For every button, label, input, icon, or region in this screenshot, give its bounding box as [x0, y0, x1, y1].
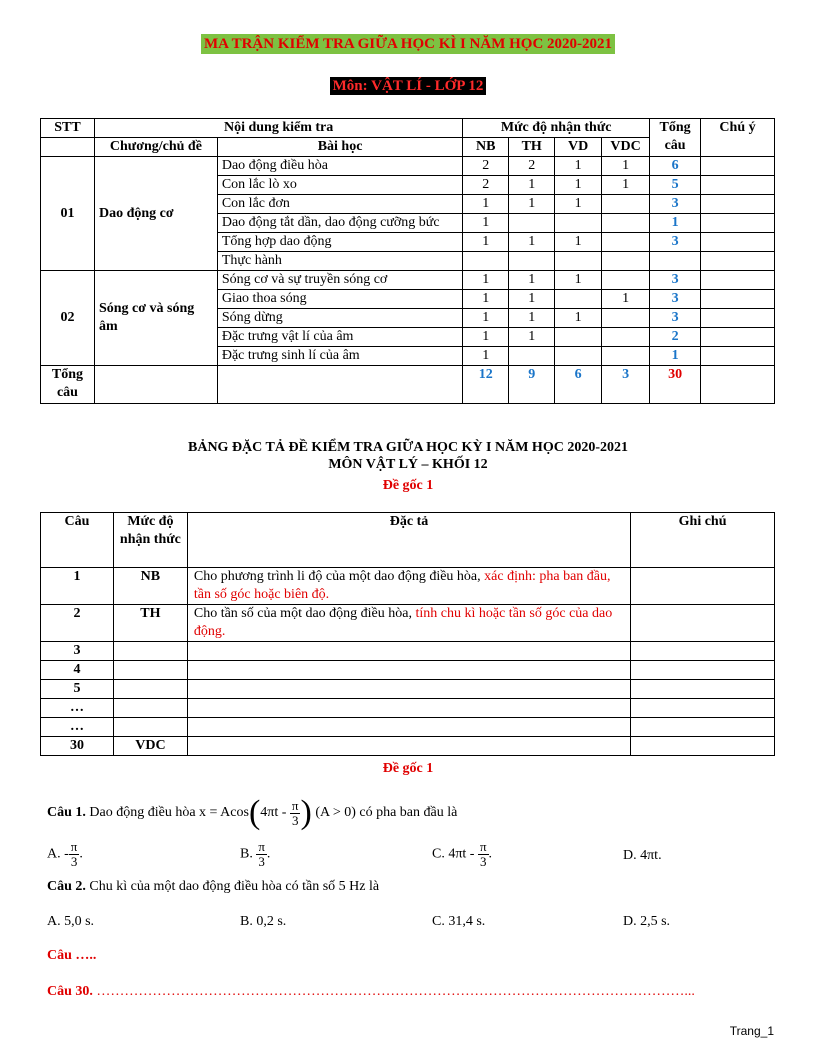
totals-blank: [217, 366, 462, 404]
spec-level-cell: TH: [113, 605, 187, 642]
level-vdc-cell: [602, 347, 650, 366]
totals-note: [701, 366, 775, 404]
group-chapter: Sóng cơ và sóng âm: [94, 271, 217, 366]
level-th-cell: 1: [509, 271, 555, 290]
total-cell: 2: [650, 328, 701, 347]
spec-q-cell: 1: [41, 568, 114, 605]
level-vdc-cell: 1: [602, 157, 650, 176]
level-vd-cell: 1: [555, 157, 602, 176]
level-th-cell: [509, 252, 555, 271]
spec-level-cell: [113, 718, 187, 737]
group-stt: 02: [41, 271, 95, 366]
group-stt: 01: [41, 157, 95, 271]
level-vdc-cell: [602, 309, 650, 328]
level-nb-cell: 1: [463, 233, 509, 252]
note-cell: [701, 347, 775, 366]
level-vd-cell: 1: [555, 271, 602, 290]
q2-option-d: D. 2,5 s.: [623, 914, 671, 929]
spec-row: [41, 568, 775, 605]
question-30: [47, 984, 695, 1000]
spec-q-cell: 30: [41, 737, 114, 756]
question-1-fraction: $\frac{\pi}{3}$: [291, 797, 299, 828]
totals-row: [41, 366, 775, 404]
spec-header-note: Ghi chú: [631, 513, 775, 568]
spec-desc-cell: [187, 718, 630, 737]
note-cell: [701, 195, 775, 214]
note-cell: [701, 252, 775, 271]
level-th-cell: [509, 347, 555, 366]
header-vdc: VDC: [602, 138, 650, 157]
lesson-cell: Thực hành: [217, 252, 462, 271]
level-vd-cell: [555, 347, 602, 366]
total-cell: 5: [650, 176, 701, 195]
level-vdc-cell: [602, 252, 650, 271]
level-th-cell: 2: [509, 157, 555, 176]
note-cell: [701, 290, 775, 309]
level-vd-cell: 1: [555, 309, 602, 328]
lesson-cell: Sóng dừng: [217, 309, 462, 328]
page-number: Trang_1: [729, 1024, 774, 1038]
q1-option-a: A. - $\frac{\pi}{3}$ .: [47, 839, 83, 869]
level-nb-cell: [463, 252, 509, 271]
level-th-cell: 1: [509, 195, 555, 214]
q1-option-d: D. 4πt.: [623, 848, 662, 863]
q1-option-c: C. 4πt - $\frac{\pi}{3}$ .: [432, 839, 493, 869]
header-lesson: Bài học: [217, 138, 462, 157]
header-total: Tổng câu: [650, 119, 701, 157]
matrix-row: [41, 271, 775, 290]
spec-q-cell: 2: [41, 605, 114, 642]
lesson-cell: Giao thoa sóng: [217, 290, 462, 309]
spec-note-cell: [631, 605, 775, 642]
note-cell: [701, 214, 775, 233]
totals-vdc: 3: [602, 366, 650, 404]
level-vdc-cell: [602, 233, 650, 252]
total-cell: 3: [650, 195, 701, 214]
spec-body: [41, 568, 775, 756]
q1-option-b: B. $\frac{\pi}{3}$ .: [240, 839, 271, 869]
exam-heading: Đề gốc 1: [382, 761, 434, 776]
q2-option-c: C. 31,4 s.: [432, 914, 486, 929]
level-vd-cell: [555, 252, 602, 271]
question-30-label: Câu 30.: [47, 984, 93, 999]
spec-desc-cell: [187, 699, 630, 718]
group-chapter: Dao động cơ: [94, 157, 217, 271]
level-vdc-cell: [602, 214, 650, 233]
note-cell: [701, 233, 775, 252]
spec-heading-3: Đề gốc 1: [382, 478, 434, 493]
note-cell: [701, 271, 775, 290]
spec-q-cell: 5: [41, 680, 114, 699]
note-cell: [701, 328, 775, 347]
question-1-text-after: (A > 0) có pha ban đầu là: [311, 805, 458, 821]
spec-row: [41, 642, 775, 661]
total-cell: 1: [650, 214, 701, 233]
spec-heading-1: BẢNG ĐẶC TẢ ĐỀ KIỂM TRA GIỮA HỌC KỲ I NĂM HỌC 2020-2021: [188, 440, 628, 455]
question-2-text: Chu kì của một dao động điều hòa có tần số 5 Hz là: [85, 879, 380, 894]
question-30-dots: ………………………………………………………………………………………………………………...: [92, 984, 695, 999]
level-th-cell: 1: [509, 176, 555, 195]
level-vd-cell: [555, 328, 602, 347]
lesson-cell: Dao động điều hòa: [217, 157, 462, 176]
level-vd-cell: 1: [555, 176, 602, 195]
level-nb-cell: 1: [463, 271, 509, 290]
lesson-cell: Con lắc đơn: [217, 195, 462, 214]
lesson-cell: Dao động tắt dần, dao động cưỡng bức: [217, 214, 462, 233]
total-cell: 1: [650, 347, 701, 366]
spec-desc-text: Cho tần số của một dao động điều hòa,: [193, 606, 416, 621]
spec-row: [41, 718, 775, 737]
level-th-cell: 1: [509, 309, 555, 328]
spec-note-cell: [631, 568, 775, 605]
totals-th: 9: [509, 366, 555, 404]
header-vd: VD: [555, 138, 602, 157]
level-th-cell: 1: [509, 233, 555, 252]
totals-vd: 6: [555, 366, 602, 404]
level-vd-cell: [555, 290, 602, 309]
spec-level-cell: [113, 680, 187, 699]
level-vdc-cell: [602, 328, 650, 347]
question-1-label: Câu 1.: [47, 805, 86, 821]
spec-q-cell: 3: [41, 642, 114, 661]
spec-note-cell: [631, 737, 775, 756]
spec-desc-highlight: xác định: pha ban đầu, tần số góc hoặc biên độ.: [193, 569, 611, 602]
header-nb: NB: [463, 138, 509, 157]
level-nb-cell: 1: [463, 214, 509, 233]
spec-desc-highlight: tính chu kì hoặc tần số góc của dao động.: [193, 606, 613, 639]
spec-q-cell: …: [41, 699, 114, 718]
level-th-cell: 1: [509, 290, 555, 309]
spec-row: [41, 737, 775, 756]
spec-header-level: Mức độ nhận thức: [113, 513, 187, 568]
note-cell: [701, 176, 775, 195]
totals-total: 30: [650, 366, 701, 404]
spec-desc-cell: [187, 642, 630, 661]
question-2-label: Câu 2.: [47, 879, 86, 894]
spec-header-desc: Đặc tả: [187, 513, 630, 568]
spec-note-cell: [631, 680, 775, 699]
total-cell: 3: [650, 233, 701, 252]
level-th-cell: 1: [509, 328, 555, 347]
header-note: Chú ý: [701, 119, 775, 157]
level-vd-cell: [555, 214, 602, 233]
spec-note-cell: [631, 661, 775, 680]
lesson-cell: Sóng cơ và sự truyền sóng cơ: [217, 271, 462, 290]
matrix-row: [41, 157, 775, 176]
header-content: Nội dung kiểm tra: [94, 119, 462, 138]
total-cell: 6: [650, 157, 701, 176]
spec-heading-2: MÔN VẬT LÝ – KHỐI 12: [328, 457, 488, 472]
question-2: [47, 879, 379, 895]
note-cell: [701, 157, 775, 176]
level-vdc-cell: 1: [602, 290, 650, 309]
note-cell: [701, 309, 775, 328]
total-cell: 3: [650, 290, 701, 309]
level-vd-cell: 1: [555, 195, 602, 214]
total-cell: [650, 252, 701, 271]
level-nb-cell: 1: [463, 195, 509, 214]
spec-level-cell: NB: [113, 568, 187, 605]
matrix-table: [40, 118, 775, 404]
level-nb-cell: 2: [463, 157, 509, 176]
spec-q-cell: …: [41, 718, 114, 737]
level-th-cell: [509, 214, 555, 233]
spec-level-cell: [113, 699, 187, 718]
total-cell: 3: [650, 271, 701, 290]
paren-left: (: [248, 794, 261, 831]
level-nb-cell: 1: [463, 328, 509, 347]
q2-option-b: B. 0,2 s.: [240, 914, 287, 929]
spec-header-q: Câu: [41, 513, 114, 568]
question-1-text: Dao động điều hòa x = Acos: [85, 805, 249, 821]
spec-desc-cell: [187, 680, 630, 699]
question-1: [47, 793, 457, 833]
subject-title: Môn: VẬT LÍ - LỚP 12: [0, 78, 816, 95]
level-vdc-cell: [602, 195, 650, 214]
spec-table: [40, 512, 775, 756]
header-chapter: Chương/chủ đề: [94, 138, 217, 157]
lesson-cell: Đặc trưng sinh lí của âm: [217, 347, 462, 366]
totals-blank: [94, 366, 217, 404]
total-cell: 3: [650, 309, 701, 328]
spec-level-cell: [113, 661, 187, 680]
header-stt: STT: [41, 119, 95, 138]
question-more: Câu …..: [47, 948, 97, 963]
spec-row: [41, 661, 775, 680]
header-th: TH: [509, 138, 555, 157]
spec-row: [41, 605, 775, 642]
spec-level-cell: [113, 642, 187, 661]
paren-right: ): [300, 794, 312, 831]
totals-label: Tổng câu: [41, 366, 95, 404]
level-vd-cell: 1: [555, 233, 602, 252]
header-level: Mức độ nhận thức: [463, 119, 650, 138]
spec-level-cell: VDC: [113, 737, 187, 756]
question-1-inner: 4πt -: [260, 805, 290, 821]
level-vdc-cell: [602, 271, 650, 290]
spec-note-cell: [631, 699, 775, 718]
lesson-cell: Con lắc lò xo: [217, 176, 462, 195]
level-nb-cell: 2: [463, 176, 509, 195]
level-nb-cell: 1: [463, 347, 509, 366]
spec-row: [41, 699, 775, 718]
matrix-body: [41, 157, 775, 404]
lesson-cell: Tổng hợp dao động: [217, 233, 462, 252]
q2-option-a: A. 5,0 s.: [47, 914, 95, 929]
spec-desc-cell: [187, 661, 630, 680]
level-nb-cell: 1: [463, 290, 509, 309]
level-vdc-cell: 1: [602, 176, 650, 195]
level-nb-cell: 1: [463, 309, 509, 328]
totals-nb: 12: [463, 366, 509, 404]
spec-desc-cell: [187, 737, 630, 756]
document-title: MA TRẬN KIỂM TRA GIỮA HỌC KÌ I NĂM HỌC 2020-2021: [0, 36, 816, 53]
spec-row: [41, 680, 775, 699]
header-blank: [41, 138, 95, 157]
lesson-cell: Đặc trưng vật lí của âm: [217, 328, 462, 347]
spec-desc-cell: [187, 605, 630, 642]
spec-desc-cell: [187, 568, 630, 605]
spec-note-cell: [631, 718, 775, 737]
spec-note-cell: [631, 642, 775, 661]
spec-q-cell: 4: [41, 661, 114, 680]
spec-desc-text: Cho phương trình li độ của một dao động điều hòa,: [193, 569, 485, 584]
